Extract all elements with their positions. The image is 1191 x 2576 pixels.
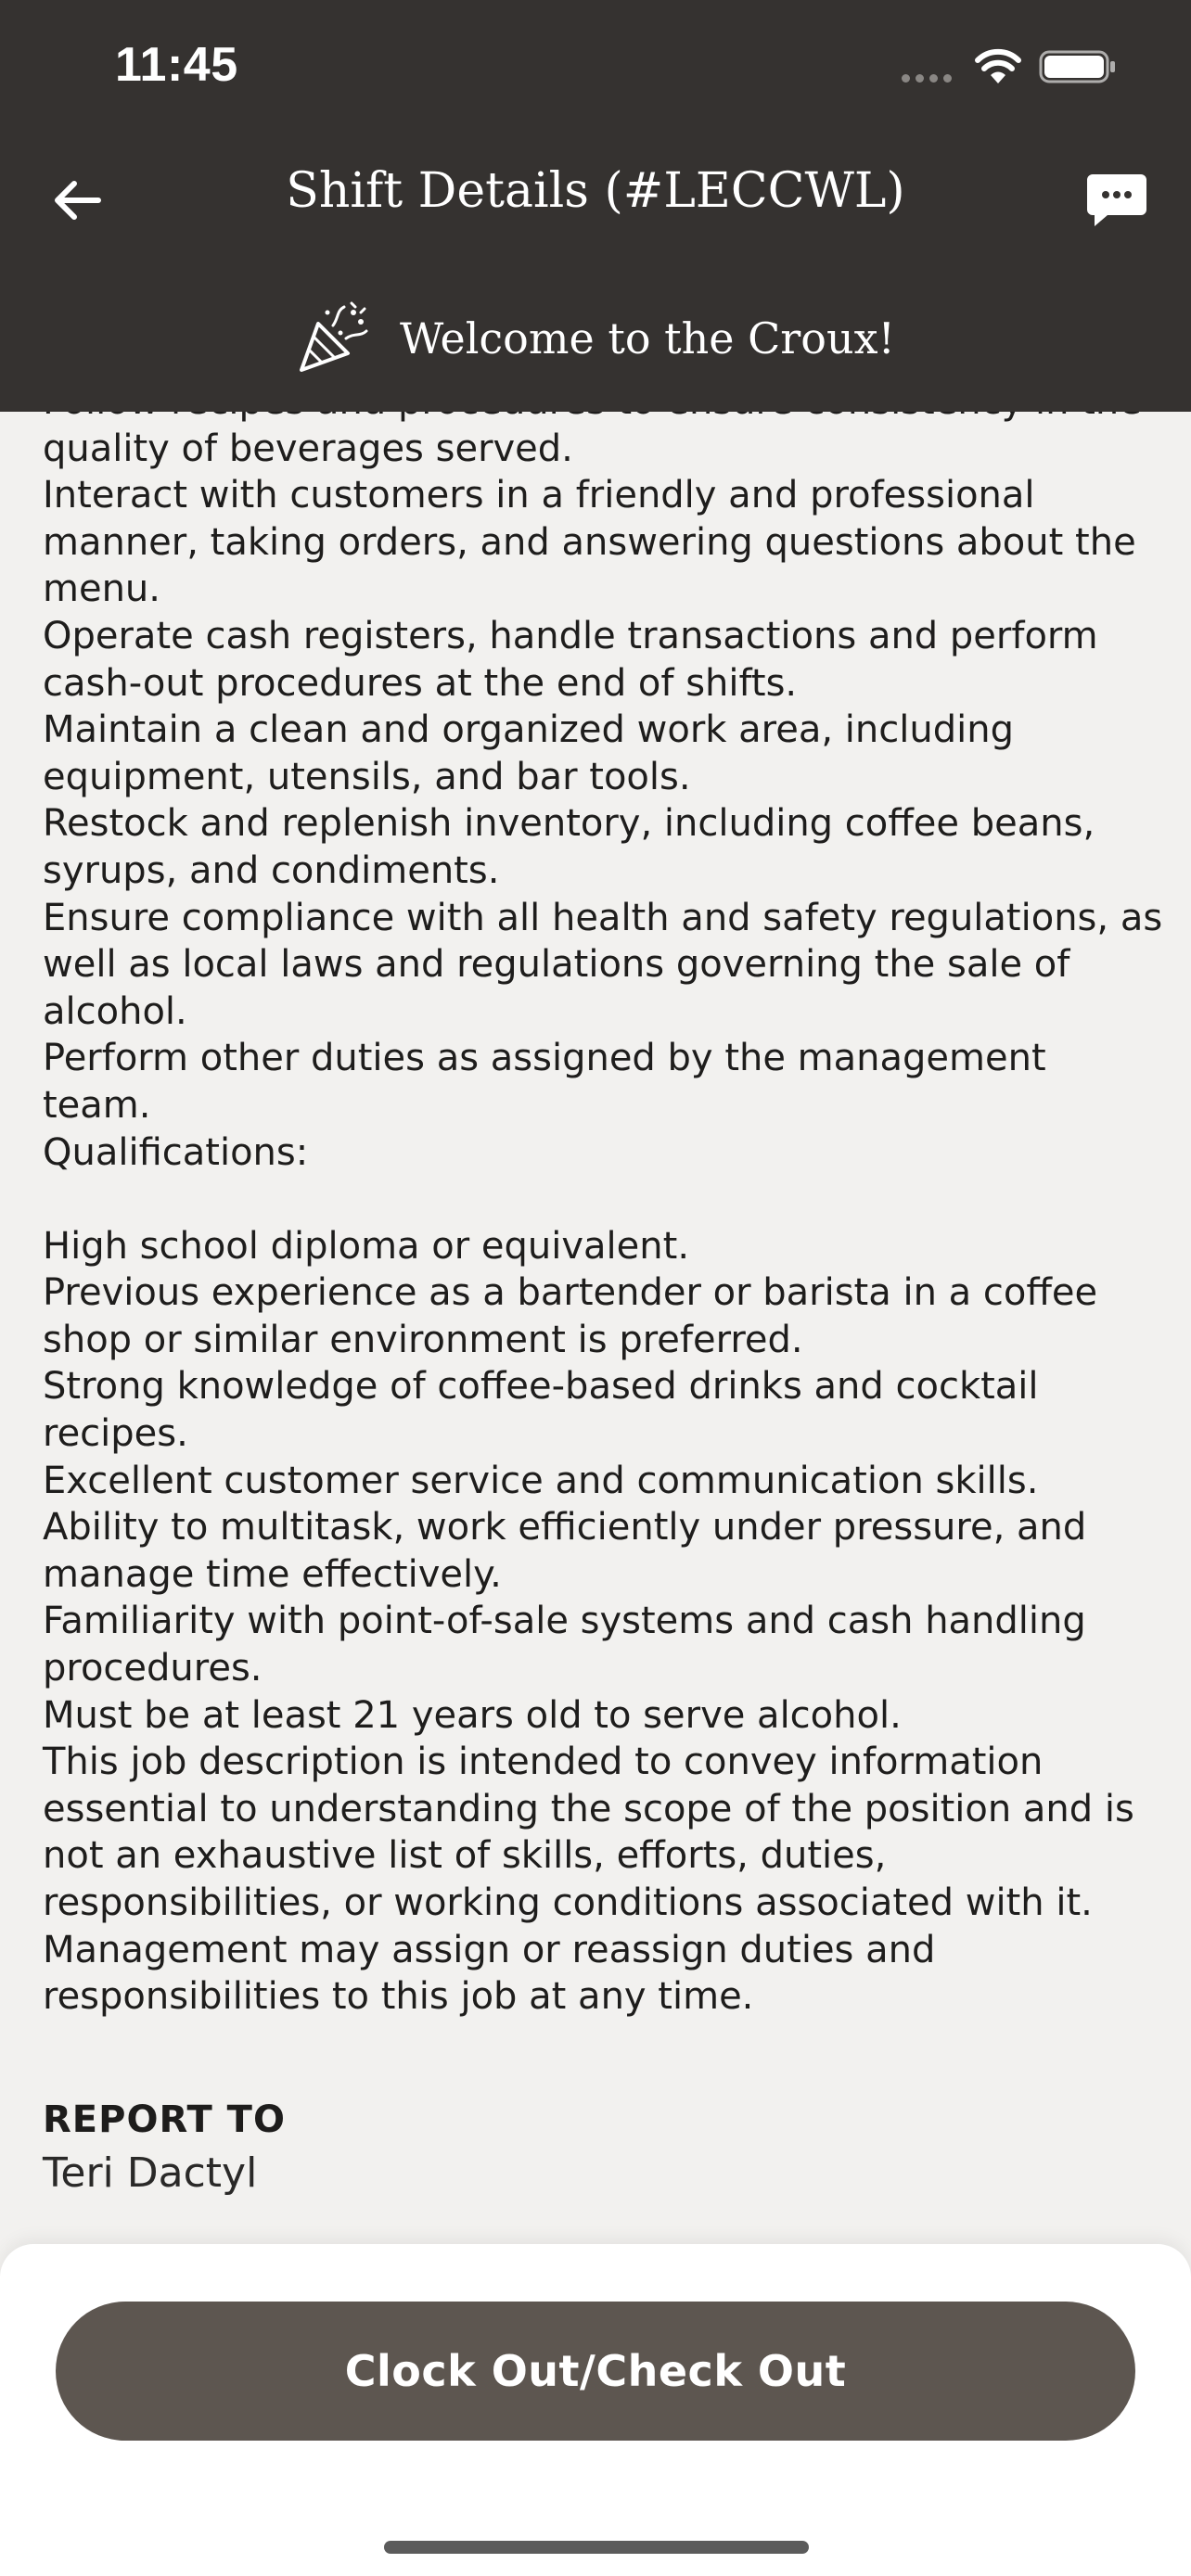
description-line: Familiarity with point-of-sale systems and cash handling	[43, 1600, 1086, 1643]
home-indicator	[384, 2541, 809, 2554]
description-line: This job description is intended to convey information	[43, 1741, 1044, 1784]
description-spacer	[43, 1176, 1156, 1223]
battery-icon	[1039, 50, 1117, 83]
description-line: team.	[43, 1083, 151, 1127]
report-to-label: REPORT TO	[43, 2098, 286, 2141]
description-line: manage time effectively.	[43, 1552, 502, 1596]
clock-out-button[interactable]: Clock Out/Check Out	[56, 2302, 1135, 2441]
description-line: equipment, utensils, and bar tools.	[43, 755, 691, 798]
description-line: Qualifications:	[43, 1130, 309, 1174]
description-line: menu.	[43, 567, 160, 611]
description-line: essential to understanding the scope of the position and is	[43, 1787, 1134, 1830]
report-to-name: Teri Dactyl	[43, 2149, 258, 2197]
report-to-section	[43, 2094, 286, 2201]
description-line: cash-out procedures at the end of shifts.	[43, 661, 798, 705]
description-line: Strong knowledge of coffee-based drinks and cocktail	[43, 1365, 1039, 1409]
description-line: Management may assign or reassign duties and	[43, 1928, 936, 1971]
description-line: shop or similar environment is preferred.	[43, 1318, 803, 1361]
description-line: Restock and replenish inventory, including coffee beans,	[43, 802, 1095, 846]
welcome-text: Welcome to the Croux!	[399, 313, 896, 363]
description-line: not an exhaustive list of skills, efforts, duties,	[43, 1834, 887, 1878]
description-line: Operate cash registers, handle transactions and perform	[43, 614, 1098, 657]
description-line: recipes.	[43, 1412, 188, 1456]
description-line: Perform other duties as assigned by the management	[43, 1037, 1046, 1080]
description-line: syrups, and condiments.	[43, 848, 500, 892]
status-time: 11:45	[115, 38, 238, 92]
party-popper-icon	[296, 301, 370, 376]
description-line: Previous experience as a bartender or barista in a coffee	[43, 1271, 1098, 1315]
description-line: quality of beverages served.	[43, 427, 573, 470]
arrow-left-icon[interactable]	[52, 174, 104, 226]
page-title: Shift Details (#LECCWL)	[286, 163, 905, 219]
status-bar	[0, 0, 1191, 139]
navigation-bar	[0, 139, 1191, 250]
description-line: Ensure compliance with all health and safety regulations, as	[43, 896, 1163, 939]
description-line: well as local laws and regulations governing the sale of	[43, 943, 1070, 987]
app-header	[0, 0, 1191, 412]
cellular-signal-icon	[902, 74, 952, 83]
welcome-banner	[0, 278, 1191, 399]
description-line: Interact with customers in a friendly and professional	[43, 474, 1035, 517]
description-line: Maintain a clean and organized work area, including	[43, 708, 1014, 752]
chat-bubble-icon[interactable]	[1085, 171, 1148, 230]
bottom-action-sheet	[0, 2244, 1191, 2576]
description-line: responsibilities to this job at any time.	[43, 1975, 754, 2019]
description-line: responsibilities, or working conditions associated with it.	[43, 1881, 1093, 1924]
description-line: High school diploma or equivalent.	[43, 1224, 690, 1268]
description-line: Must be at least 21 years old to serve alcohol.	[43, 1693, 902, 1737]
description-line: alcohol.	[43, 989, 187, 1033]
description-line: procedures.	[43, 1647, 263, 1690]
description-line: Ability to multitask, work efficiently under pressure, and	[43, 1506, 1087, 1549]
wifi-icon	[974, 48, 1022, 85]
description-line: Excellent customer service and communication skills.	[43, 1459, 1039, 1502]
job-description	[43, 378, 1163, 2021]
description-line: manner, taking orders, and answering questions about the	[43, 520, 1136, 564]
